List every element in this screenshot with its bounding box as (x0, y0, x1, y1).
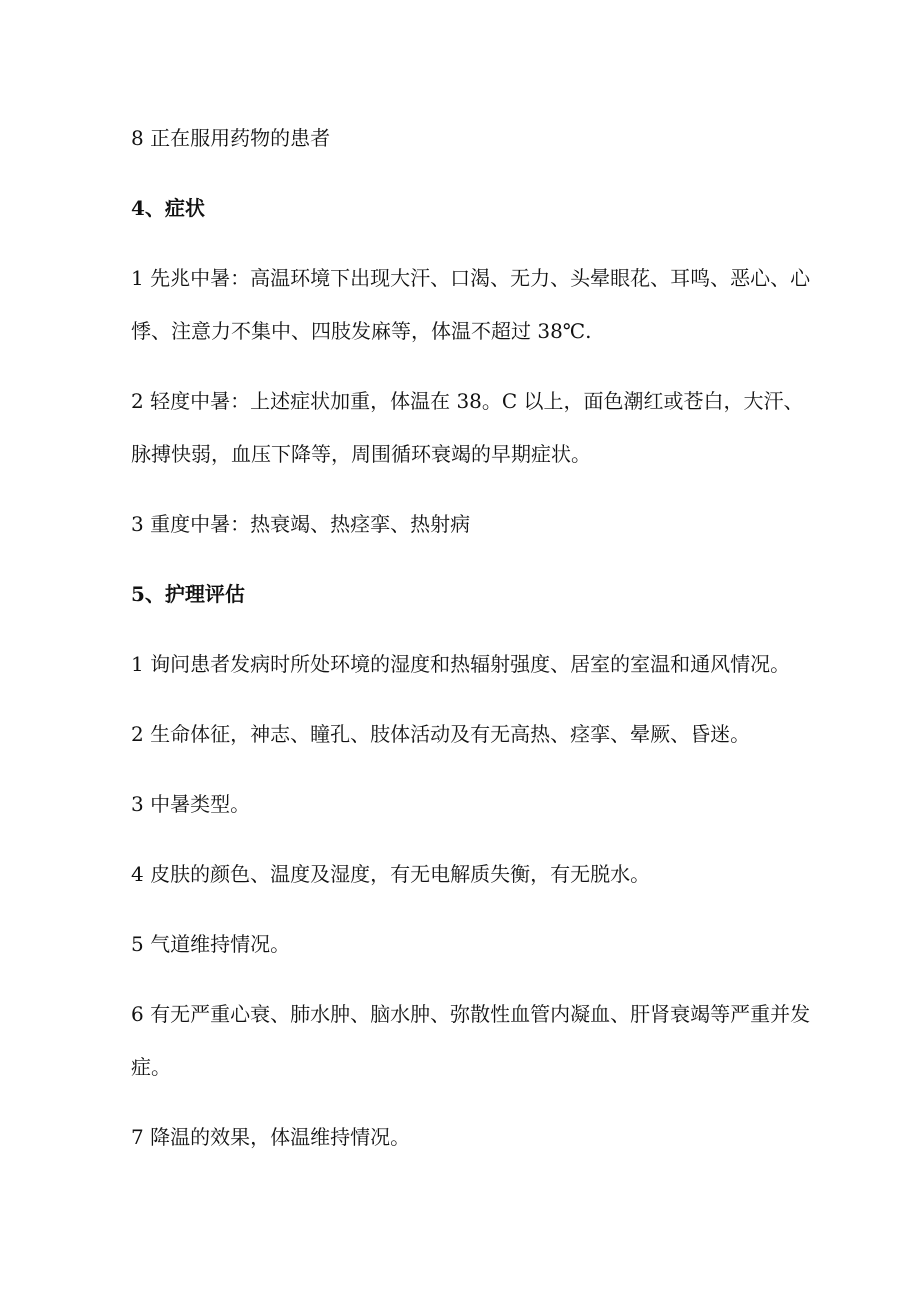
assessment-item-airway: 5 气道维持情况。 (131, 932, 291, 956)
assessment-item-environment: 1 询问患者发病时所处环境的湿度和热辐射强度、居室的室温和通风情况。 (131, 652, 791, 676)
assessment-item-complications: 6 有无严重心衰、肺水肿、脑水肿、弥散性血管内凝血、肝肾衰竭等严重并发症。 (131, 1002, 811, 1079)
assessment-item-skin: 4 皮肤的颜色、温度及湿度，有无电解质失衡，有无脱水。 (131, 862, 651, 886)
assessment-item-vital-signs: 2 生命体征，神志、瞳孔、肢体活动及有无高热、痉挛、晕厥、昏迷。 (131, 722, 751, 746)
assessment-item-heatstroke-type: 3 中暑类型。 (131, 792, 251, 816)
symptom-mild-heatstroke: 2 轻度中暑：上述症状加重，体温在 38。C 以上，面色潮红或苍白，大汗、脉搏快弱，血压下降等，周围循环衰竭的早期症状。 (131, 389, 804, 466)
symptom-severe-heatstroke: 3 重度中暑：热衰竭、热痉挛、热射病 (131, 512, 471, 536)
list-item-medication-patients: 8 正在服用药物的患者 (131, 126, 331, 150)
symptom-aura-heatstroke: 1 先兆中暑：高温环境下出现大汗、口渴、无力、头晕眼花、耳鸣、恶心、心悸、注意力不集中、四肢发麻等，体温不超过 38℃. (131, 266, 811, 343)
document-body (131, 112, 811, 1164)
section-heading-symptoms: 4、症状 (131, 196, 205, 220)
assessment-item-cooling-effect: 7 降温的效果，体温维持情况。 (131, 1125, 411, 1149)
section-heading-nursing-assessment: 5、护理评估 (131, 582, 245, 606)
